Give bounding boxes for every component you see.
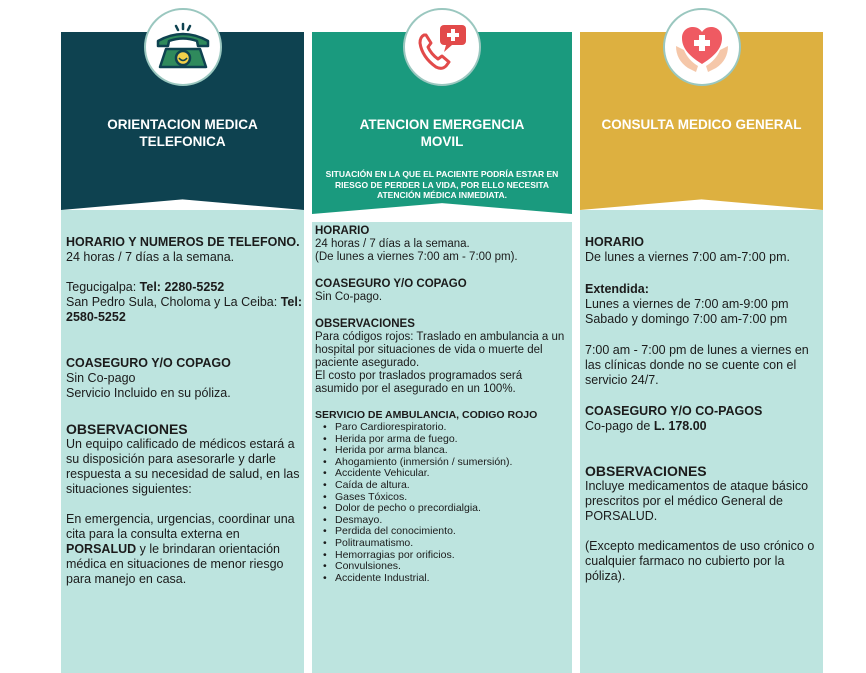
list-item: • Paro Cardiorespiratorio.: [315, 422, 567, 434]
coaseguro-text: Sin Co-pago.: [315, 291, 383, 303]
coaseguro-line: Servicio Incluido en su póliza.: [66, 386, 231, 400]
emergency-list: [315, 422, 567, 584]
column1-content: [66, 235, 302, 587]
column-title: CONSULTA MEDICO GENERAL: [601, 117, 802, 132]
copago-label: Co-pago de: [585, 419, 654, 433]
obs-text-part: y le brindaran orientación médica en situaciones de menor riesgo para manejo en casa.: [66, 542, 284, 586]
column-title: [312, 116, 572, 150]
observaciones-heading: OBSERVACIONES: [585, 463, 707, 479]
list-item: • Herida por arma de fuego.: [315, 434, 567, 446]
horario-text: De lunes a viernes 7:00 am-7:00 pm.: [585, 250, 790, 264]
observaciones-text: Un equipo calificado de médicos estará a su disposición para asesorarle y darle respuesta a su necesidad de salud, en las situaciones siguientes:: [66, 437, 300, 496]
heart-hands-icon: [663, 8, 741, 86]
horario-text: 24 horas / 7 días a la semana.: [66, 250, 235, 264]
list-item: • Caída de altura.: [315, 480, 567, 492]
tegucigalpa-line: [66, 280, 302, 295]
extendida-line: Sabado y domingo 7:00 am-7:00 pm: [585, 312, 788, 326]
list-item: • Herida por arma blanca.: [315, 445, 567, 457]
column-subtitle: SITUACIÓN EN LA QUE EL PACIENTE PODRÍA ESTAR EN RIESGO DE PERDER LA VIDA, POR ELLO NECESITA ATENCIÓN MÉDICA INMEDIATA.: [325, 169, 559, 200]
observaciones-text: Incluye medicamentos de ataque básico prescritos por el médico General de PORSALUD.: [585, 479, 809, 523]
sps-phone: Tel: 2580-5252: [66, 295, 303, 324]
list-item: • Ahogamiento (inmersión / sumersión).: [315, 457, 567, 469]
sps-label: San Pedro Sula, Choloma y La Ceiba:: [66, 295, 281, 309]
title-line: ATENCION EMERGENCIA: [359, 117, 525, 132]
coaseguro-heading: COASEGURO Y/O COPAGO: [66, 356, 231, 370]
list-item: • Desmayo.: [315, 515, 567, 527]
title-line: MOVIL: [420, 134, 464, 149]
tegucigalpa-phone: Tel: 2280-5252: [139, 280, 225, 294]
observaciones-text: El costo por traslados programados será asumido por el asegurado en un 100%.: [315, 370, 523, 395]
horario-heading: HORARIO: [315, 225, 370, 237]
phone-medical-icon: [403, 8, 481, 86]
observaciones-text-2: [66, 512, 302, 587]
horario-heading: HORARIO: [585, 235, 645, 249]
coaseguro-heading: COASEGURO Y/O COPAGO: [315, 278, 467, 290]
copago-value: L. 178.00: [653, 419, 707, 433]
list-item: • Accidente Vehicular.: [315, 468, 567, 480]
coaseguro-line: Sin Co-pago: [66, 371, 136, 385]
extendida-heading: Extendida:: [585, 282, 649, 296]
list-item: • Hemorragias por orificios.: [315, 550, 567, 562]
sps-line: [66, 295, 302, 325]
servicio-heading: SERVICIO DE AMBULANCIA, CODIGO ROJO: [315, 409, 538, 421]
list-item: • Accidente Industrial.: [315, 573, 567, 585]
observaciones-heading: OBSERVACIONES: [66, 421, 188, 437]
extendida-line: Lunes a viernes de 7:00 am-9:00 pm: [585, 297, 789, 311]
list-item: • Gases Tóxicos.: [315, 492, 567, 504]
column-title: [61, 116, 304, 150]
column3-content: [585, 235, 821, 584]
brand-name: PORSALUD: [66, 542, 137, 556]
horario-line: (De lunes a viernes 7:00 am - 7:00 pm).: [315, 251, 518, 263]
observaciones-heading: OBSERVACIONES: [315, 318, 415, 330]
horario-heading: HORARIO Y NUMEROS DE TELEFONO.: [66, 235, 300, 249]
column2-content: [315, 225, 567, 584]
coaseguro-heading: COASEGURO Y/O CO-PAGOS: [585, 404, 763, 418]
list-item: • Politraumatismo.: [315, 538, 567, 550]
observaciones-text-2: (Excepto medicamentos de uso crónico o cualquier farmaco no cubierto por la póliza).: [585, 539, 815, 583]
tegucigalpa-label: Tegucigalpa:: [66, 280, 140, 294]
telephone-icon: [144, 8, 222, 86]
obs-text-part: En emergencia, urgencias, coordinar una cita para la consulta externa en: [66, 512, 295, 541]
note-text: 7:00 am - 7:00 pm de lunes a viernes en las clínicas donde no se cuente con el servicio 24/7.: [585, 343, 809, 387]
horario-line: 24 horas / 7 días a la semana.: [315, 238, 470, 250]
list-item: • Perdida del conocimiento.: [315, 526, 567, 538]
title-line: TELEFONICA: [139, 134, 226, 149]
title-line: ORIENTACION MEDICA: [107, 117, 258, 132]
list-item: • Dolor de pecho o precordialgia.: [315, 503, 567, 515]
observaciones-text: Para códigos rojos: Traslado en ambulancia a un hospital por situaciones de vida o muerte del paciente asegurado.: [315, 331, 565, 369]
list-item: • Convulsiones.: [315, 561, 567, 573]
copago-line: [585, 419, 821, 434]
